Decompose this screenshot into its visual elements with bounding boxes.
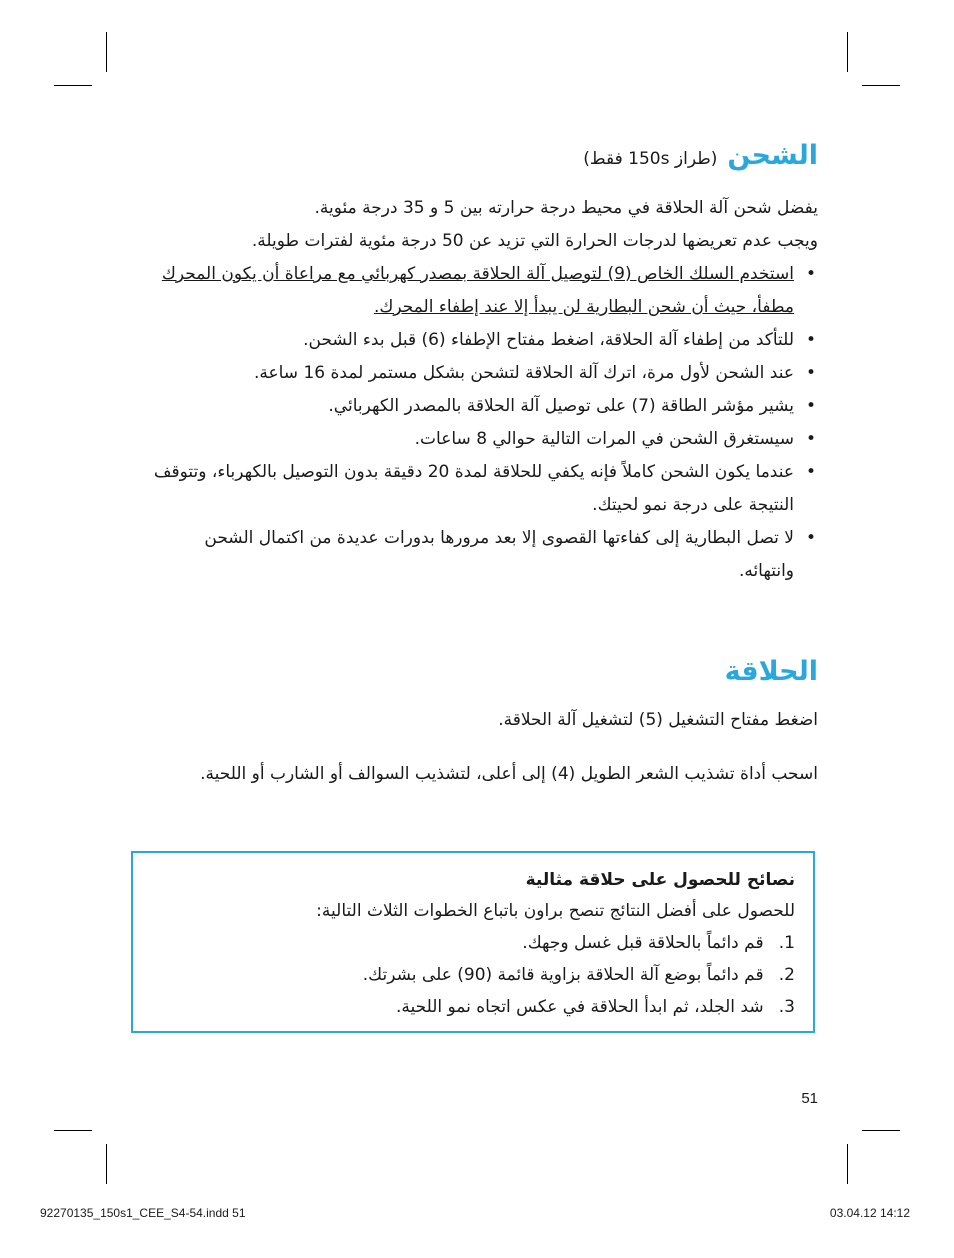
step-text: قم دائماً بالحلاقة قبل غسل وجهك. [522,933,764,953]
step-text: شد الجلد، ثم ابدأ الحلاقة في عكس اتجاه نمو اللحية. [395,997,764,1017]
list-item: • سيستغرق الشحن في المرات التالية حوالي 8 ساعات. [148,423,818,456]
charging-body [148,192,818,588]
crop-mark [54,85,92,86]
list-item: • يشير مؤشر الطاقة (7) على توصيل آلة الحلاقة بالمصدر الكهربائي. [148,390,818,423]
step-number: 2. [778,965,795,985]
charging-intro-2: ويجب عدم تعريضها لدرجات الحرارة التي تزيد عن 50 درجة مئوية لفترات طويلة. [251,231,818,251]
crop-mark [847,1144,848,1184]
tips-title: نصائح للحصول على حلاقة مثالية [525,870,795,890]
bullet-text: استخدم السلك الخاص (9) لتوصيل آلة الحلاقة بمصدر كهربائي مع مراعاة أن يكون المحرك مطفأ، حيث أن شحن البطارية لن يبدأ إلا عند إطفاء المحرك. [161,264,794,317]
shaving-para-2: اسحب أداة تشذيب الشعر الطويل (4) إلى أعلى، لتشذيب السوالف أو الشارب أو اللحية. [200,764,818,784]
charging-heading [583,140,818,171]
tips-box [131,851,815,1033]
tips-steps [151,927,795,1023]
crop-mark [54,1130,92,1131]
charging-title: الشحن [727,140,818,171]
crop-mark [106,1144,107,1184]
charging-intro-1: يفضل شحن آلة الحلاقة في محيط درجة حرارته بين 5 و 35 درجة مئوية. [314,198,818,218]
crop-mark [106,32,107,72]
list-item: • عند الشحن لأول مرة، اترك آلة الحلاقة لتشحن بشكل مستمر لمدة 16 ساعة. [148,357,818,390]
tips-intro: للحصول على أفضل النتائج تنصح براون باتباع الخطوات الثلاث التالية: [316,901,795,921]
charging-bullets [148,258,818,588]
list-item [151,991,795,1023]
list-item [148,258,818,324]
step-number: 1. [778,933,795,953]
crop-mark [862,1130,900,1131]
shaving-title: الحلاقة [724,656,818,687]
crop-mark [862,85,900,86]
list-item: • لا تصل البطارية إلى كفاءتها القصوى إلا بعد مرورها بدورات عديدة من اكتمال الشحن وانتهائه. [148,522,818,588]
shaving-para-1: اضغط مفتاح التشغيل (5) لتشغيل آلة الحلاقة. [498,710,818,730]
crop-mark [847,32,848,72]
footer-datetime: 03.04.12 14:12 [829,1206,910,1220]
list-item [151,959,795,991]
shaving-heading [725,656,818,687]
step-number: 3. [778,997,795,1017]
list-item: • عندما يكون الشحن كاملاً فإنه يكفي للحلاقة لمدة 20 دقيقة بدون التوصيل بالكهرباء، وتتوقف النتيجة على درجة نمو لحيتك. [148,456,818,522]
step-text: قم دائماً بوضع آلة الحلاقة بزاوية قائمة (90) على بشرتك. [362,965,764,985]
charging-subtitle: (طراز 150s فقط) [583,149,718,169]
list-item [151,927,795,959]
list-item: • للتأكد من إطفاء آلة الحلاقة، اضغط مفتاح الإطفاء (6) قبل بدء الشحن. [148,324,818,357]
page-number: 51 [801,1090,818,1107]
footer-file: 92270135_150s1_CEE_S4-54.indd 51 [40,1206,246,1220]
shaving-body [148,704,818,791]
